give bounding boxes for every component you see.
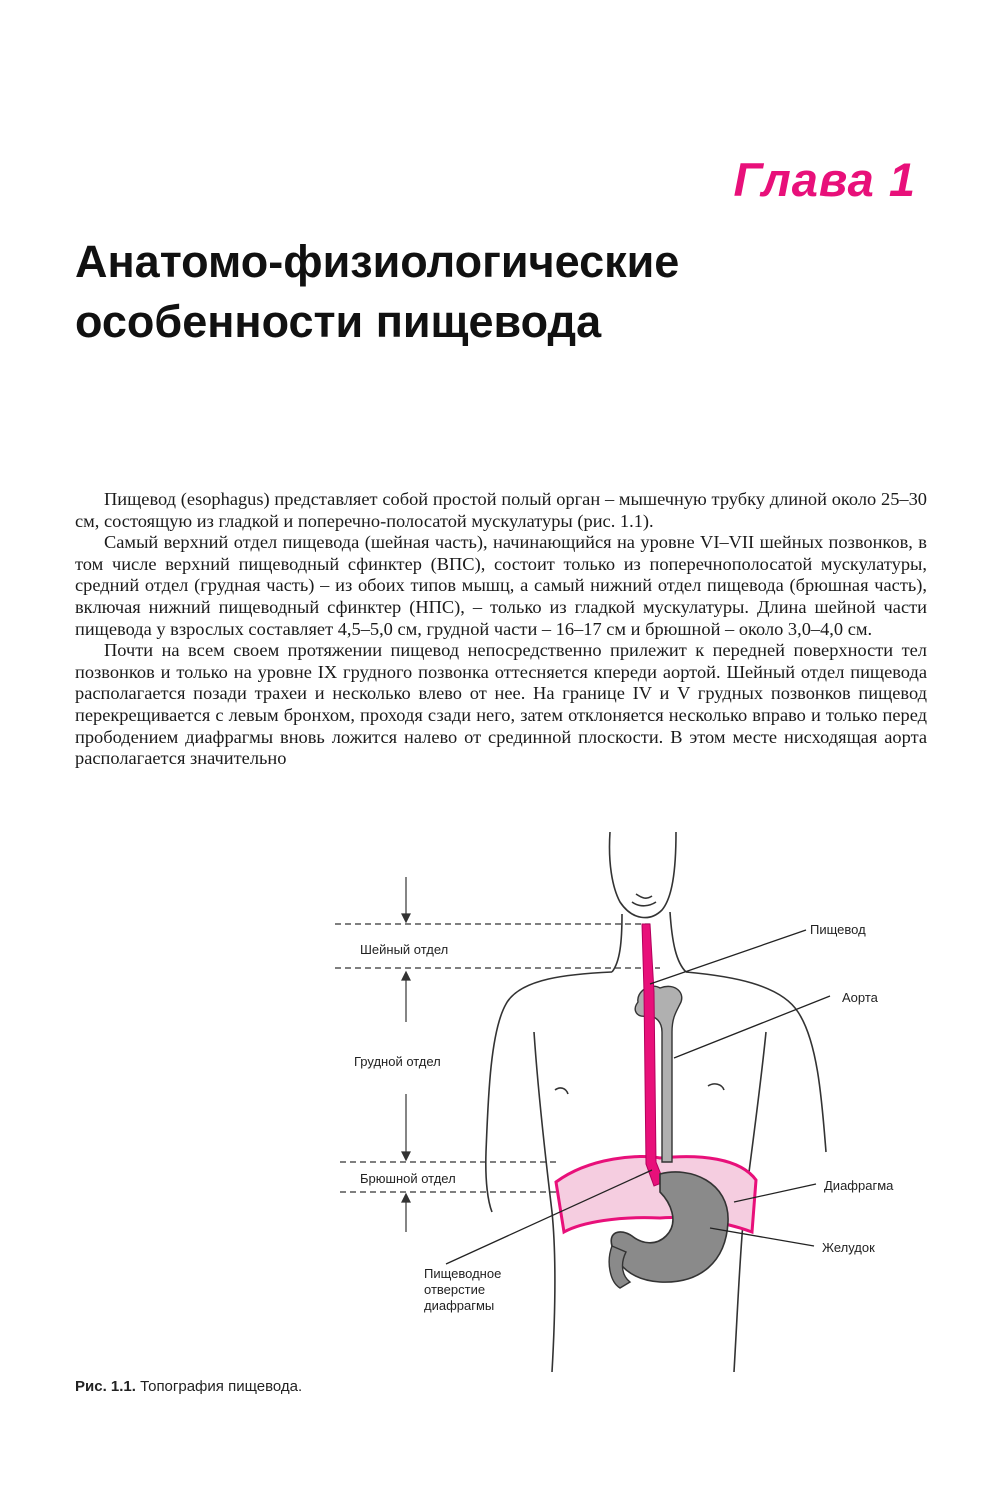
caption-number: Рис. 1.1.: [75, 1378, 136, 1395]
label-diaphragm: Диафрагма: [824, 1178, 894, 1193]
chapter-label: Глава 1: [733, 153, 916, 206]
esophagus-topography-figure: [320, 832, 960, 1372]
caption-text: Топография пищевода.: [135, 1378, 303, 1395]
label-hiatus: Пищеводное отверстие диафрагмы: [424, 1266, 502, 1313]
chapter-title: [75, 232, 935, 352]
label-esophagus: Пищевод: [810, 922, 866, 937]
label-cervical: Шейный отдел: [360, 942, 449, 957]
esophagus-shape: [642, 924, 664, 1186]
body-text: [75, 489, 927, 770]
figure-caption: [75, 1378, 302, 1395]
paragraph-3: Почти на всем своем протяжении пищевод непосредственно прилежит к передней поверхности тел позвонков и только на уровне IX грудного позвонка оттесняется кпереди аортой. Шейный отдел пищевода располагается позади трахеи и несколько влево от нее. На границе IV и V грудных позвонков пищевод перекрещивается с левым бронхом, проходя сзади него, затем отклоняется несколько вправо и только перед прободением диафрагмы вновь ложится налево от срединной плоскости. В этом месте нисходящая аорта располагается значительно: [75, 640, 927, 769]
chapter-title-line-2: особенности пищевода: [75, 296, 602, 347]
label-thoracic: Грудной отдел: [354, 1054, 441, 1069]
label-stomach: Желудок: [822, 1240, 875, 1255]
chapter-title-line-1: Анатомо-физиологические: [75, 236, 680, 287]
paragraph-1: Пищевод (esophagus) представляет собой простой полый орган – мышечную трубку длиной около 25–30 см, состоящую из гладкой и поперечно-полосатой мускулатуры (рис. 1.1).: [75, 489, 927, 531]
aorta-shape: [635, 986, 682, 1162]
anatomy-illustration: [320, 832, 960, 1372]
paragraph-2: Самый верхний отдел пищевода (шейная часть), начинающийся на уровне VI–VII шейных позвонков, в том числе верхний пищеводный сфинктер (ВПС), состоит только из поперечнополосатой мускулатуры, средний отдел (грудная часть) – из обоих типов мышц, а самый нижний отдел пищевода (брюшная часть), включая нижний пищеводный сфинктер (НПС), – только из гладкой мускулатуры. Длина шейной части пищевода у взрослых составляет 4,5–5,0 см, грудной части – 16–17 см и брюшной – около 3,0–4,0 см.: [75, 532, 927, 639]
label-abdominal: Брюшной отдел: [360, 1171, 456, 1186]
label-aorta: Аорта: [842, 990, 878, 1005]
